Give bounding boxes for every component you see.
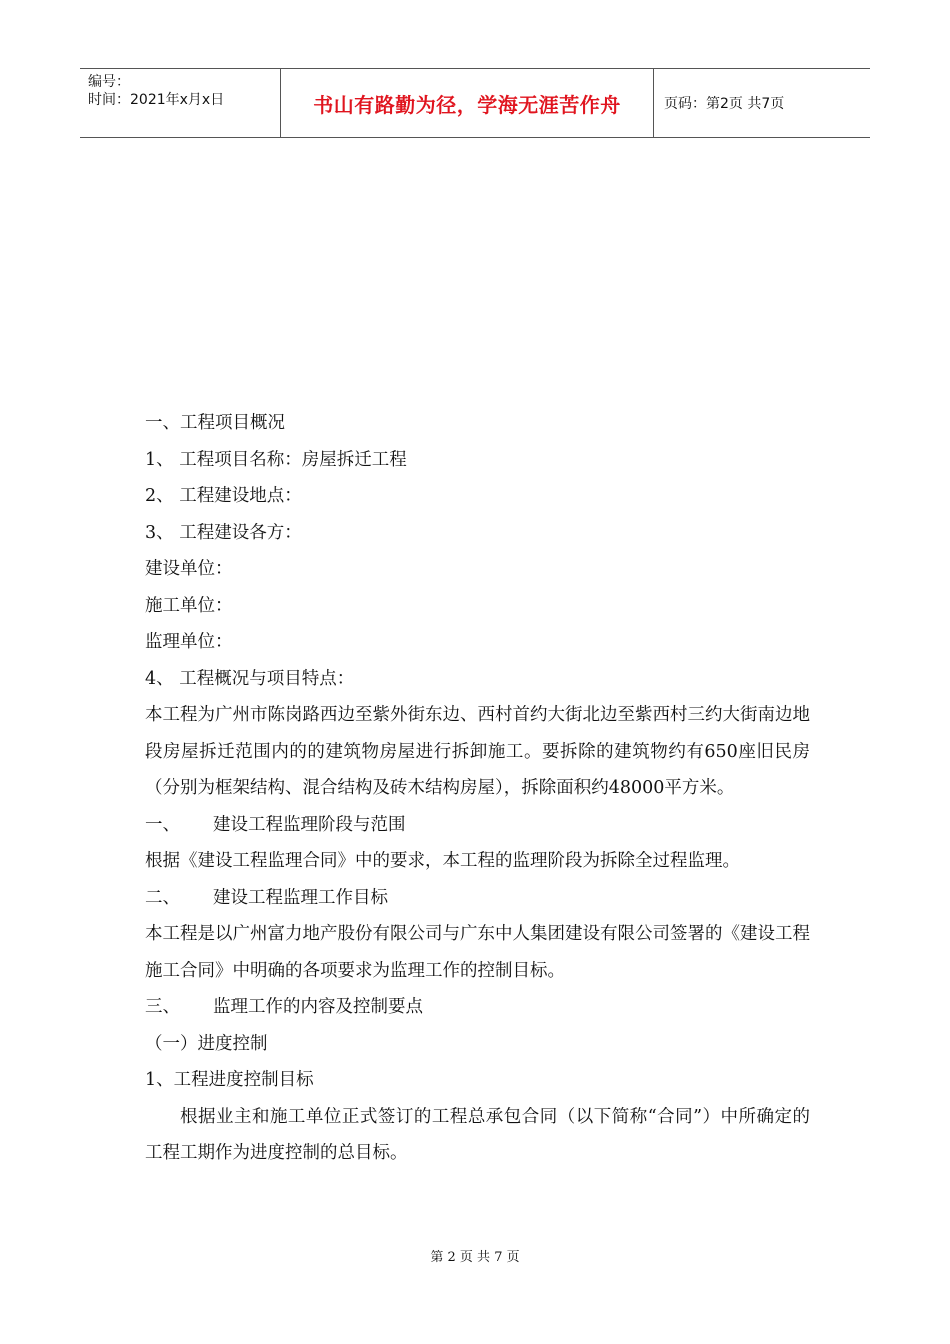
paragraph-overview-text: 本工程为广州市陈岗路西边至紫外街东边、西村首约大街北边至紫西村三约大街南边地段房屋拆迁范围内的的建筑物房屋进行拆卸施工。要拆除的建筑物约有650座旧民房（分别为框架结构、混合结构及砖木结构房屋），拆除面积约48000平方米。 — [145, 705, 810, 798]
section-1-title: 建设工程监理阶段与范围 — [213, 814, 406, 835]
paragraph-progress-text: 根据业主和施工单位正式签订的工程总承包合同（以下简称“合同”）中所确定的工程工期作为进度控制的总目标。 — [145, 1106, 810, 1163]
header-meta — [80, 69, 281, 137]
heading-overview: 一、工程项目概况 — [145, 413, 285, 433]
section-3-title: 监理工作的内容及控制要点 — [213, 997, 423, 1017]
subheading-progress: （一）进度控制 — [145, 1033, 268, 1054]
page-footer: 第 2 页 共 7 页 — [430, 1250, 520, 1265]
section-2-number: 二、 — [145, 887, 180, 908]
number-label: 编号： — [88, 74, 130, 90]
party-owner: 建设单位： — [145, 559, 233, 579]
section-2-heading — [145, 880, 810, 917]
party-contractor: 施工单位： — [145, 595, 233, 616]
header-page-info: 页码：第2页 共7页 — [664, 96, 785, 112]
party-supervisor: 监理单位： — [145, 632, 233, 652]
item-features: 4、 工程概况与项目特点： — [145, 668, 355, 689]
item-parties: 3、 工程建设各方： — [145, 522, 302, 543]
paragraph-progress — [145, 1099, 810, 1172]
item-location: 2、 工程建设地点： — [145, 486, 302, 506]
section-3-number: 三、 — [145, 997, 180, 1017]
subheading-progress-goal: 1、工程进度控制目标 — [145, 1070, 314, 1090]
paragraph-goals-text: 本工程是以广州富力地产股份有限公司与广东中人集团建设有限公司签署的《建设工程施工合同》中明确的各项要求为监理工作的控制目标。 — [145, 924, 810, 981]
paragraph-overview — [145, 697, 810, 807]
header-motto-cell — [281, 69, 654, 137]
paragraph-goals — [145, 916, 810, 989]
section-2-title: 建设工程监理工作目标 — [213, 887, 388, 908]
section-3-heading — [145, 989, 810, 1026]
header-page-cell — [654, 69, 870, 137]
item-project-name: 1、 工程项目名称：房屋拆迁工程 — [145, 449, 407, 470]
header-motto: 书山有路勤为径，学海无涯苦作舟 — [313, 92, 621, 117]
section-1-number: 一、 — [145, 814, 180, 835]
document-body — [145, 405, 810, 1172]
date-label: 时间：2021年x月x日 — [88, 92, 225, 108]
paragraph-scope: 根据《建设工程监理合同》中的要求，本工程的监理阶段为拆除全过程监理。 — [145, 851, 740, 871]
page-header — [80, 68, 870, 138]
section-1-heading — [145, 807, 810, 844]
